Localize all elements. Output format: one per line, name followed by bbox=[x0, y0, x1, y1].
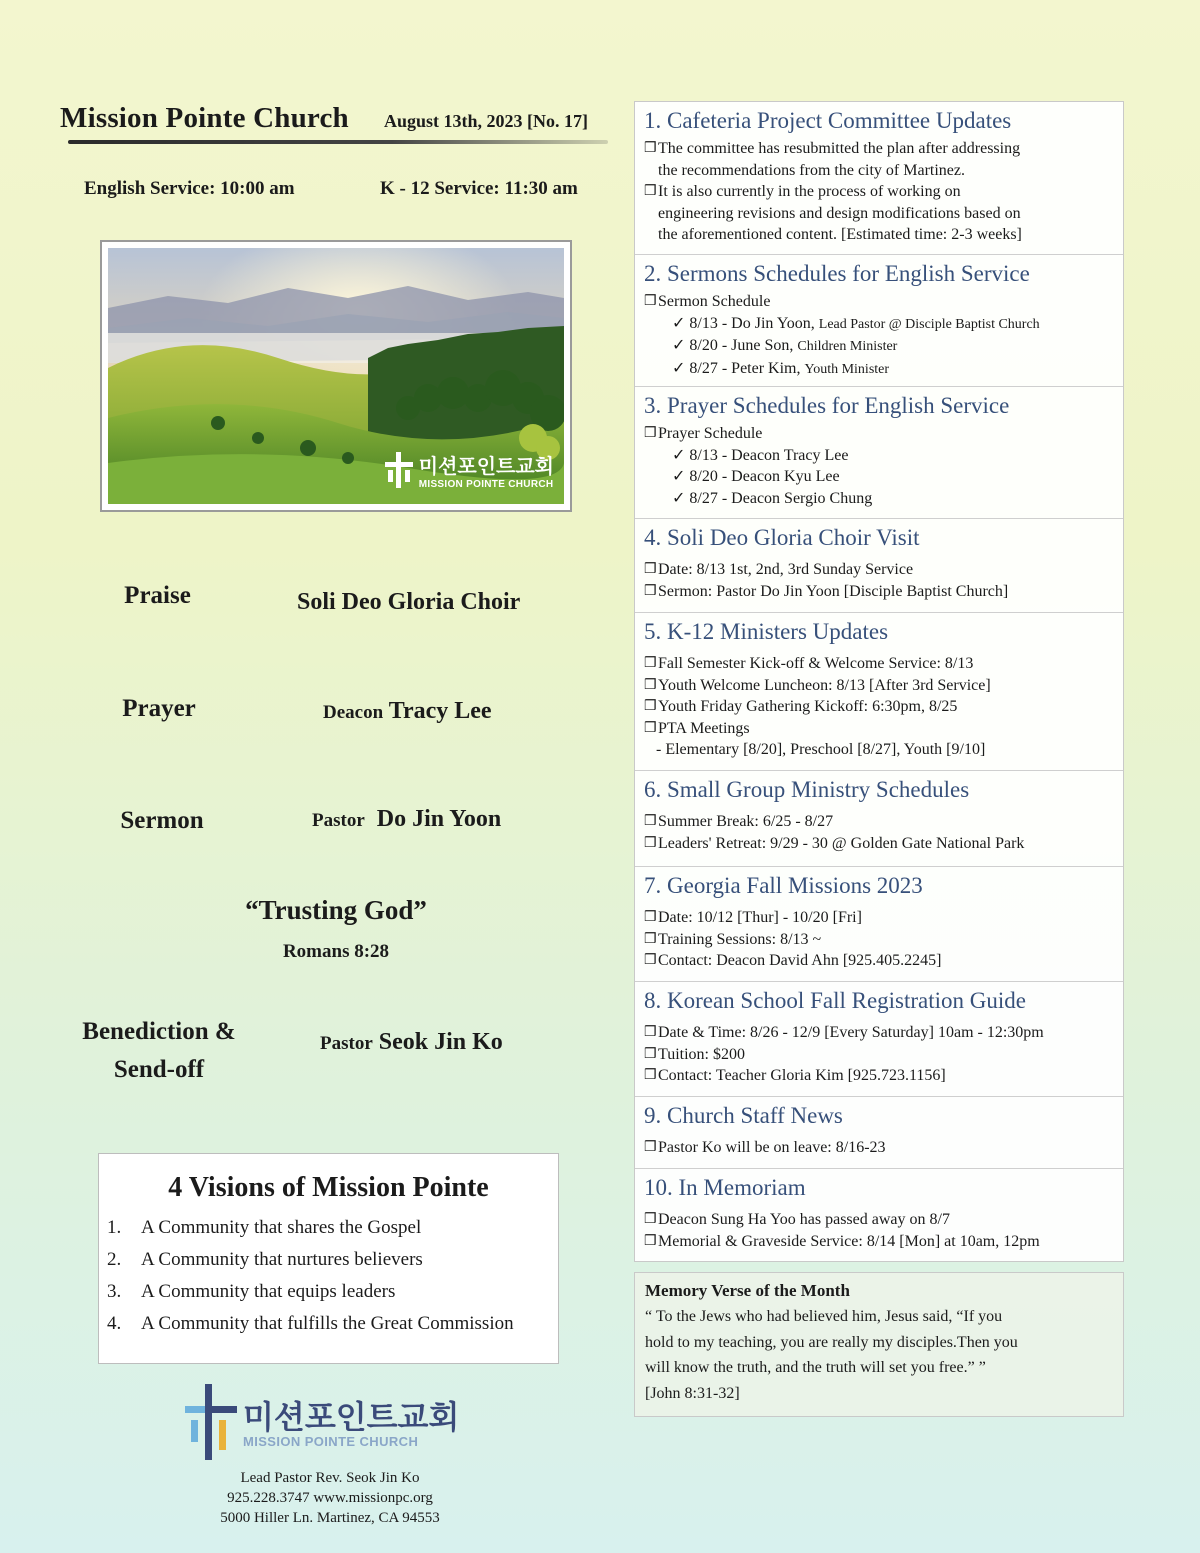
announcement-choir bbox=[635, 519, 1123, 613]
item-text: Date & Time: 8/26 - 12/9 [Every Saturday] 10am - 12:30pm bbox=[658, 1024, 1044, 1041]
announcement-staff-news bbox=[635, 1097, 1123, 1169]
church-cross-logo-icon bbox=[185, 1384, 237, 1460]
checkbox-icon: ❒ bbox=[644, 1025, 657, 1040]
checkbox-icon: ❒ bbox=[644, 814, 657, 829]
list-item bbox=[644, 1231, 1115, 1253]
announcement-georgia-missions bbox=[635, 867, 1123, 982]
vision-number: 1. bbox=[107, 1217, 122, 1238]
item-text: Prayer Schedule bbox=[658, 425, 763, 442]
vision-item bbox=[107, 1276, 558, 1308]
list-item bbox=[644, 929, 1115, 951]
praise-name: Soli Deo Gloria Choir bbox=[297, 589, 521, 615]
checkbox-icon: ❒ bbox=[644, 835, 657, 851]
announcement-title: 2. Sermons Schedules for English Service bbox=[644, 261, 1030, 286]
list-item bbox=[644, 1137, 1115, 1159]
check-icon: ✓ bbox=[672, 337, 686, 354]
item-continuation: engineering revisions and design modifications based on bbox=[658, 204, 1021, 222]
bulletin-date: August 13th, 2023 [No. 17] bbox=[384, 111, 589, 131]
announcement-title: 6. Small Group Ministry Schedules bbox=[644, 777, 970, 802]
sermon-reference: Romans 8:28 bbox=[282, 941, 390, 962]
item-text: It is also currently in the process of working on bbox=[658, 183, 961, 200]
announcement-title: 5. K-12 Ministers Updates bbox=[644, 619, 889, 644]
schedule-text: 8/20 - Deacon Kyu Lee bbox=[689, 468, 840, 485]
memory-verse-line: “ To the Jews who had believed him, Jesus said, “If you bbox=[645, 1308, 1003, 1325]
landscape-photo bbox=[100, 240, 572, 512]
vision-text: A Community that equips leaders bbox=[141, 1281, 396, 1302]
list-item bbox=[644, 1022, 1115, 1044]
vision-item bbox=[107, 1244, 558, 1276]
sermon-preacher-title: Pastor bbox=[312, 810, 365, 831]
schedule-row bbox=[644, 488, 1115, 510]
item-text: The committee has resubmitted the plan after addressing bbox=[658, 140, 1021, 157]
checkbox-icon: ❒ bbox=[644, 953, 657, 968]
list-item bbox=[644, 1065, 1115, 1087]
schedule-text: 8/27 - Peter Kim, bbox=[689, 359, 801, 377]
list-item bbox=[644, 1044, 1115, 1066]
check-icon: ✓ bbox=[672, 446, 686, 464]
list-item bbox=[644, 1209, 1115, 1231]
prayer-label: Prayer bbox=[122, 695, 196, 722]
checkbox-icon: ❒ bbox=[644, 656, 657, 671]
english-service-time: English Service: 10:00 am bbox=[84, 178, 295, 199]
schedule-row bbox=[644, 445, 1115, 467]
schedule-row bbox=[644, 358, 1115, 381]
item-text: Leaders' Retreat: 9/29 - 30 @ Golden Gate National Park bbox=[658, 834, 1025, 852]
checkbox-icon: ❒ bbox=[644, 141, 657, 156]
church-cross-icon bbox=[385, 452, 413, 488]
visions-box bbox=[98, 1153, 559, 1364]
memory-verse-line: hold to my teaching, you are really my disciples.Then you bbox=[645, 1333, 1018, 1351]
prayer-leader bbox=[323, 698, 492, 725]
benediction-leader bbox=[320, 1029, 503, 1056]
pta-dates: - Elementary [8/20], Preschool [8/27], Youth [9/10] bbox=[656, 741, 986, 758]
vision-text: A Community that shares the Gospel bbox=[141, 1217, 422, 1238]
check-icon: ✓ bbox=[672, 359, 686, 377]
announcements-panel bbox=[634, 101, 1124, 1262]
announcement-title: 7. Georgia Fall Missions 2023 bbox=[644, 873, 923, 898]
list-item bbox=[644, 291, 1115, 313]
vision-number: 4. bbox=[107, 1313, 122, 1334]
announcement-title: 8. Korean School Fall Registration Guide bbox=[644, 988, 1026, 1013]
announcement-sermons bbox=[635, 255, 1123, 387]
item-continuation: the recommendations from the city of Martinez. bbox=[658, 161, 966, 179]
announcement-title: 3. Prayer Schedules for English Service bbox=[644, 393, 1010, 418]
phone-website: 925.228.3747 www.missionpc.org bbox=[227, 1490, 433, 1506]
list-item bbox=[644, 581, 1115, 603]
list-item bbox=[644, 138, 1115, 160]
announcement-memoriam bbox=[635, 1169, 1123, 1261]
list-item bbox=[644, 833, 1115, 855]
list-item bbox=[644, 423, 1115, 445]
logo-korean-text: 미션포인트교회 bbox=[243, 1398, 460, 1436]
list-item bbox=[644, 718, 1115, 740]
sermon-label: Sermon bbox=[120, 807, 204, 834]
praise-label: Praise bbox=[124, 582, 191, 609]
item-text: Contact: Deacon David Ahn [925.405.2245] bbox=[658, 952, 942, 969]
item-text: Date: 8/13 1st, 2nd, 3rd Sunday Service bbox=[658, 561, 914, 578]
item-text: PTA Meetings bbox=[658, 719, 750, 737]
logo-english-text: MISSION POINTE CHURCH bbox=[243, 1434, 419, 1449]
church-address: 5000 Hiller Ln. Martinez, CA 94553 bbox=[220, 1510, 440, 1526]
item-text: Sermon Schedule bbox=[658, 293, 771, 310]
memory-verse-line: will know the truth, and the truth will set you free.” ” bbox=[645, 1359, 986, 1376]
announcement-korean-school bbox=[635, 982, 1123, 1097]
photo-logo-english: MISSION POINTE CHURCH bbox=[418, 479, 554, 490]
list-item bbox=[644, 811, 1115, 833]
schedule-text: 8/20 - June Son, bbox=[689, 337, 794, 354]
check-icon: ✓ bbox=[672, 489, 686, 507]
checkbox-icon: ❒ bbox=[644, 910, 657, 925]
sermon-preacher-name: Do Jin Yoon bbox=[376, 806, 502, 832]
announcement-title: 1. Cafeteria Project Committee Updates bbox=[644, 108, 1012, 133]
checkbox-icon: ❒ bbox=[644, 931, 657, 947]
check-icon: ✓ bbox=[672, 314, 686, 332]
list-item bbox=[644, 559, 1115, 581]
photo-logo-korean: 미션포인트교회 bbox=[418, 456, 554, 478]
item-text: Tuition: $200 bbox=[658, 1045, 745, 1063]
benediction-label bbox=[70, 1013, 248, 1089]
checkbox-icon: ❒ bbox=[644, 184, 657, 199]
schedule-row bbox=[644, 466, 1115, 488]
vision-number: 2. bbox=[107, 1249, 122, 1270]
schedule-text: 8/13 - Do Jin Yoon, bbox=[689, 314, 815, 332]
announcement-small-group bbox=[635, 771, 1123, 867]
k12-service-time: K - 12 Service: 11:30 am bbox=[380, 178, 578, 199]
checkbox-icon: ❒ bbox=[644, 699, 657, 714]
item-text: Training Sessions: 8/13 ~ bbox=[658, 930, 822, 948]
checkbox-icon: ❒ bbox=[644, 1140, 657, 1155]
schedule-text: 8/27 - Deacon Sergio Chung bbox=[689, 489, 873, 507]
church-title: Mission Pointe Church bbox=[60, 102, 349, 134]
list-item bbox=[644, 950, 1115, 972]
vision-item bbox=[107, 1212, 558, 1244]
checkbox-icon: ❒ bbox=[644, 294, 657, 309]
item-text: Summer Break: 6/25 - 8/27 bbox=[658, 813, 834, 830]
announcement-cafeteria bbox=[635, 102, 1123, 255]
visions-list bbox=[99, 1212, 558, 1340]
memory-verse-reference: [John 8:31-32] bbox=[645, 1384, 740, 1402]
vision-number: 3. bbox=[107, 1281, 122, 1302]
checkbox-icon: ❒ bbox=[644, 1068, 657, 1083]
benediction-label-line1: Benediction & bbox=[82, 1018, 236, 1045]
church-logo bbox=[185, 1384, 475, 1462]
prayer-name: Tracy Lee bbox=[388, 698, 492, 724]
checkbox-icon: ❒ bbox=[644, 677, 657, 693]
photo-church-logo bbox=[385, 450, 554, 490]
item-text: Fall Semester Kick-off & Welcome Service: 8/13 bbox=[658, 655, 974, 672]
checkbox-icon: ❒ bbox=[644, 1046, 657, 1062]
checkbox-icon: ❒ bbox=[644, 1233, 657, 1249]
item-text: Contact: Teacher Gloria Kim [925.723.1156] bbox=[658, 1067, 946, 1084]
schedule-role: Youth Minister bbox=[804, 361, 890, 377]
visions-title: 4 Visions of Mission Pointe bbox=[168, 1172, 489, 1203]
vision-text: A Community that fulfills the Great Commission bbox=[141, 1313, 514, 1334]
prayer-title: Deacon bbox=[323, 702, 384, 723]
schedule-role: Lead Pastor @ Disciple Baptist Church bbox=[818, 316, 1040, 332]
item-text: Date: 10/12 [Thur] - 10/20 [Fri] bbox=[658, 909, 862, 926]
list-item bbox=[644, 696, 1115, 718]
lead-pastor: Lead Pastor Rev. Seok Jin Ko bbox=[240, 1470, 420, 1486]
announcement-title: 4. Soli Deo Gloria Choir Visit bbox=[644, 525, 920, 550]
item-text: Youth Friday Gathering Kickoff: 6:30pm, 8/25 bbox=[658, 698, 958, 715]
announcement-prayer bbox=[635, 387, 1123, 519]
item-text: Memorial & Graveside Service: 8/14 [Mon] at 10am, 12pm bbox=[658, 1232, 1040, 1250]
item-text: Sermon: Pastor Do Jin Yoon [Disciple Baptist Church] bbox=[658, 582, 1009, 600]
benediction-name: Seok Jin Ko bbox=[378, 1029, 503, 1055]
checkbox-icon: ❒ bbox=[644, 720, 657, 736]
sermon-heading: “Trusting God” bbox=[245, 895, 427, 925]
schedule-row bbox=[644, 335, 1115, 358]
benediction-label-line2: Send-off bbox=[113, 1056, 205, 1083]
list-item bbox=[644, 675, 1115, 697]
benediction-title: Pastor bbox=[320, 1033, 373, 1054]
memory-verse-title: Memory Verse of the Month bbox=[645, 1281, 850, 1300]
checkbox-icon: ❒ bbox=[644, 426, 657, 441]
item-text: Pastor Ko will be on leave: 8/16-23 bbox=[658, 1139, 886, 1156]
item-text: Youth Welcome Luncheon: 8/13 [After 3rd Service] bbox=[658, 676, 991, 694]
schedule-row bbox=[644, 313, 1115, 336]
memory-verse-box bbox=[634, 1272, 1124, 1417]
schedule-text: 8/13 - Deacon Tracy Lee bbox=[689, 446, 849, 464]
list-item bbox=[644, 907, 1115, 929]
sermon-preacher bbox=[312, 806, 501, 833]
checkbox-icon: ❒ bbox=[644, 562, 657, 577]
checkbox-icon: ❒ bbox=[644, 1212, 657, 1227]
item-continuation: the aforementioned content. [Estimated time: 2-3 weeks] bbox=[658, 226, 1022, 243]
schedule-role: Children Minister bbox=[797, 339, 898, 354]
list-item bbox=[644, 181, 1115, 203]
title-rule bbox=[68, 140, 608, 144]
checkbox-icon: ❒ bbox=[644, 583, 657, 599]
vision-item bbox=[107, 1308, 558, 1340]
item-text: Deacon Sung Ha Yoo has passed away on 8/7 bbox=[658, 1211, 950, 1228]
announcement-title: 9. Church Staff News bbox=[644, 1103, 843, 1128]
check-icon: ✓ bbox=[672, 468, 686, 485]
announcement-title: 10. In Memoriam bbox=[644, 1175, 806, 1200]
vision-text: A Community that nurtures believers bbox=[141, 1249, 423, 1270]
list-item bbox=[644, 653, 1115, 675]
announcement-k12 bbox=[635, 613, 1123, 771]
